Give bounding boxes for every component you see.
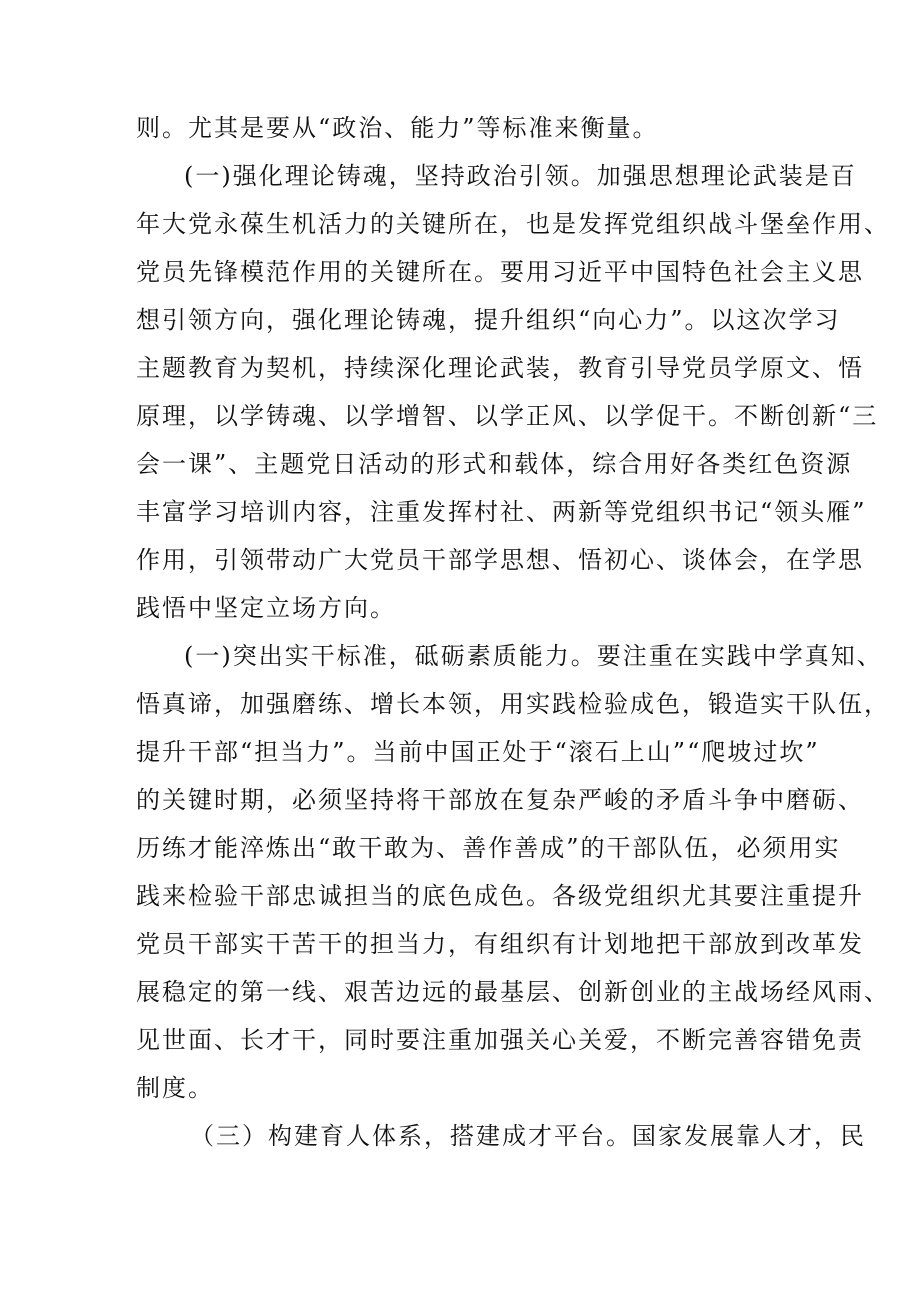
text-line: 制度。 <box>136 1074 214 1102</box>
text-line: 历练才能淬炼出“敢干敢为、善作善成”的干部队伍，必须用实 <box>136 834 841 862</box>
text-line: 践悟中坚定立场方向。 <box>136 594 396 622</box>
text-line: 想引领方向，强化理论铸魂，提升组织“向心力”。以这次学习 <box>136 306 841 334</box>
section-heading-line: (一)强化理论铸魂，坚持政治引领。加强思想理论武装是百 <box>184 162 857 190</box>
text-line: 年大党永葆生机活力的关键所在，也是发挥党组织战斗堡垒作用、 <box>136 210 890 238</box>
text-line: 提升干部“担当力”。当前中国正处于“滚石上山”“爬坡过坎” <box>136 738 820 766</box>
text-line: 展稳定的第一线、艰苦边远的最基层、创新创业的主战场经风雨、 <box>136 978 890 1006</box>
text-line: 悟真谛，加强磨练、增长本领，用实践检验成色，锻造实干队伍， <box>136 690 890 718</box>
text-line: 原理，以学铸魂、以学增智、以学正风、以学促干。不断创新“三 <box>136 402 879 430</box>
text-line: 主题教育为契机，持续深化理论武装，教育引导党员学原文、悟 <box>136 354 864 382</box>
text-line: 则。尤其是要从“政治、能力”等标准来衡量。 <box>136 114 659 142</box>
text-line: 会一课”、主题党日活动的形式和载体，综合用好各类红色资源 <box>136 450 853 478</box>
text-line: 作用，引领带动广大党员干部学思想、悟初心、谈体会，在学思 <box>136 546 864 574</box>
text-line: 党员干部实干苦干的担当力，有组织有计划地把干部放到改革发 <box>136 930 864 958</box>
text-line: 的关键时期，必须坚持将干部放在复杂严峻的矛盾斗争中磨砺、 <box>136 786 864 814</box>
text-line: 党员先锋模范作用的关键所在。要用习近平中国特色社会主义思 <box>136 258 864 286</box>
section-heading-line: (一)突出实干标准，砥砺素质能力。要注重在实践中学真知、 <box>184 642 883 670</box>
text-line: 践来检验干部忠诚担当的底色成色。各级党组织尤其要注重提升 <box>136 882 864 910</box>
section-heading-line: （三）构建育人体系，搭建成才平台。国家发展靠人才，民 <box>190 1122 866 1150</box>
text-line: 见世面、长才干，同时要注重加强关心关爱，不断完善容错免责 <box>136 1026 864 1054</box>
text-line: 丰富学习培训内容，注重发挥村社、两新等党组织书记“领头雁” <box>136 498 867 526</box>
